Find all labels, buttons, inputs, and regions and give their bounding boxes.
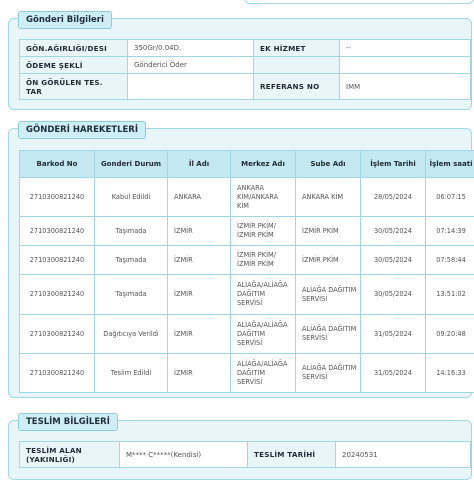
barkod-no-cell: 2710300821240	[20, 275, 95, 315]
sube-adi-cell: ANKARA KİM	[296, 178, 361, 217]
column-header: Gonderi Durum	[95, 151, 168, 178]
info-label: ÖDEME ŞEKLİ	[20, 57, 128, 74]
il-adi-cell: İZMİR	[168, 217, 231, 246]
info-value: --	[340, 40, 471, 57]
moves-header-row	[20, 151, 474, 178]
gonderi-bilgileri-table	[19, 39, 471, 100]
islem-saati-cell: 13:51:02	[426, 275, 474, 315]
merkez-adi-cell: İZMİR PKİM/ İZMİR PKİM	[231, 246, 296, 275]
il-adi-cell: ANKARA	[168, 178, 231, 217]
islem-tarihi-cell: 30/05/2024	[361, 217, 426, 246]
islem-saati-cell: 14:16:33	[426, 354, 474, 393]
info-label	[254, 57, 340, 74]
gonderi-hareketleri-panel	[8, 128, 472, 398]
sube-adi-cell: ALİAĞA DAĞITIM SERVİSİ	[296, 354, 361, 393]
barkod-no-cell: 2710300821240	[20, 217, 95, 246]
islem-tarihi-cell: 31/05/2024	[361, 354, 426, 393]
islem-tarihi-cell: 30/05/2024	[361, 275, 426, 315]
column-header: İşlem Tarihi	[361, 151, 426, 178]
moves-row	[20, 246, 474, 275]
moves-row	[20, 217, 474, 246]
column-header: Barkod No	[20, 151, 95, 178]
info-row	[20, 40, 471, 57]
moves-row	[20, 178, 474, 217]
il-adi-cell: İZMİR	[168, 275, 231, 315]
islem-saati-cell: 07:58:44	[426, 246, 474, 275]
moves-row	[20, 354, 474, 393]
gonderi-hareketleri-table	[19, 150, 474, 393]
merkez-adi-cell: ALİAĞA/ALİAĞA DAĞITIM SERVİSİ	[231, 275, 296, 315]
info-value: IMM	[340, 74, 471, 100]
teslim-alan-label: TESLİM ALAN (YAKINLIĞI)	[20, 442, 120, 468]
merkez-adi-cell: ALİAĞA/ALİAĞA DAĞITIM SERVİSİ	[231, 315, 296, 354]
gonderi-bilgileri-title: Gönderi Bilgileri	[18, 11, 112, 29]
barkod-no-cell: 2710300821240	[20, 246, 95, 275]
info-label: ÖN GÖRÜLEN TES. TAR	[20, 74, 128, 100]
info-row	[20, 57, 471, 74]
islem-tarihi-cell: 31/05/2024	[361, 315, 426, 354]
info-value: 350Gr/0.04D.	[128, 40, 254, 57]
gonderi-durum-cell: Kabul Edildi	[95, 178, 168, 217]
teslim-bilgileri-table	[19, 441, 471, 468]
column-header: Sube Adı	[296, 151, 361, 178]
info-label: REFERANS NO	[254, 74, 340, 100]
islem-tarihi-cell: 28/05/2024	[361, 178, 426, 217]
gonderi-durum-cell: Taşımada	[95, 275, 168, 315]
islem-tarihi-cell: 30/05/2024	[361, 246, 426, 275]
teslim-tarihi-value: 20240531	[336, 442, 471, 468]
barkod-no-cell: 2710300821240	[20, 315, 95, 354]
merkez-adi-cell: ALİAĞA/ALİAĞA DAĞITIM SERVİSİ	[231, 354, 296, 393]
merkez-adi-cell: İZMİR PKİM/ İZMİR PKİM	[231, 217, 296, 246]
column-header: İl Adı	[168, 151, 231, 178]
merkez-adi-cell: ANKARA KİM/ANKARA KİM	[231, 178, 296, 217]
islem-saati-cell: 09:20:48	[426, 315, 474, 354]
info-value	[340, 57, 471, 74]
gonderi-hareketleri-title: GÖNDERİ HAREKETLERİ	[18, 121, 146, 139]
info-label: GÖN.AĞIRLIĞI/DESI	[20, 40, 128, 57]
gonderi-durum-cell: Taşımada	[95, 246, 168, 275]
gonderi-durum-cell: Dağıtıcıya Verildi	[95, 315, 168, 354]
islem-saati-cell: 07:14:39	[426, 217, 474, 246]
gonderi-durum-cell: Taşımada	[95, 217, 168, 246]
sube-adi-cell: ALİAĞA DAĞITIM SERVİSİ	[296, 315, 361, 354]
sube-adi-cell: İZMİR PKİM	[296, 246, 361, 275]
column-header: İşlem saati	[426, 151, 474, 178]
info-value: Gönderici Öder	[128, 57, 254, 74]
il-adi-cell: İZMİR	[168, 354, 231, 393]
moves-row	[20, 275, 474, 315]
previous-panel-edge	[244, 0, 474, 4]
column-header: Merkez Adı	[231, 151, 296, 178]
il-adi-cell: İZMİR	[168, 246, 231, 275]
sube-adi-cell: ALİAĞA DAĞITIM SERVİSİ	[296, 275, 361, 315]
barkod-no-cell: 2710300821240	[20, 178, 95, 217]
info-row	[20, 74, 471, 100]
barkod-no-cell: 2710300821240	[20, 354, 95, 393]
teslim-tarihi-label: TESLİM TARİHİ	[248, 442, 336, 468]
il-adi-cell: İZMİR	[168, 315, 231, 354]
sube-adi-cell: İZMİR PKİM	[296, 217, 361, 246]
info-value	[128, 74, 254, 100]
teslim-row	[20, 442, 471, 468]
teslim-alan-value: M**** C*****(Kendisi)	[120, 442, 248, 468]
islem-saati-cell: 06:07:15	[426, 178, 474, 217]
gonderi-bilgileri-panel	[8, 18, 472, 110]
moves-body	[20, 178, 474, 393]
teslim-bilgileri-title: TESLİM BİLGİLERİ	[18, 413, 118, 431]
info-label: EK HİZMET	[254, 40, 340, 57]
moves-row	[20, 315, 474, 354]
gonderi-durum-cell: Teslim Edildi	[95, 354, 168, 393]
